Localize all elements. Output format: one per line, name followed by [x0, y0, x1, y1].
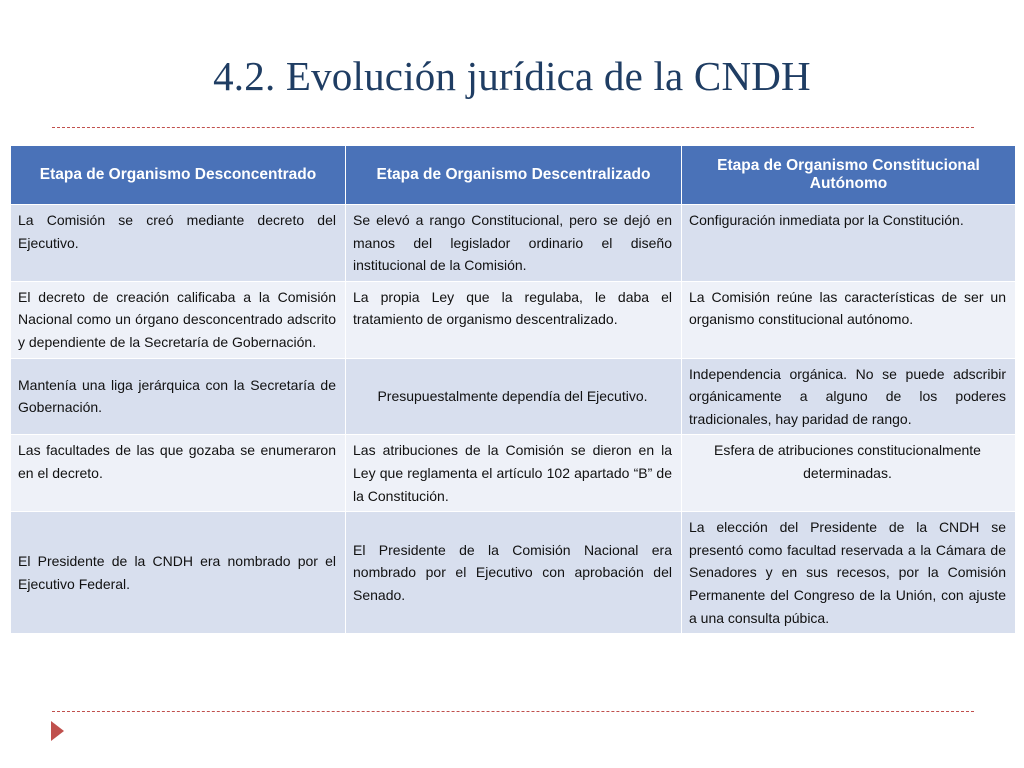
table-row — [11, 358, 1016, 435]
table-row — [11, 512, 1016, 634]
table-cell: El decreto de creación calificaba a la Comisión Nacional como un órgano desconcentrado adscrito y dependiente de la Secretaría de Gobernación. — [11, 281, 346, 358]
table-cell: Las facultades de las que gozaba se enumeraron en el decreto. — [11, 435, 346, 512]
comparison-table — [10, 145, 1016, 634]
table-cell: Independencia orgánica. No se puede adscribir orgánicamente a alguno de los poderes tradicionales, hay paridad de rango. — [682, 358, 1016, 435]
slide-title: 4.2. Evolución jurídica de la CNDH — [213, 53, 811, 99]
table-cell: Se elevó a rango Constitucional, pero se dejó en manos del legislador ordinario el diseño institucional de la Comisión. — [346, 205, 682, 282]
table-row — [11, 205, 1016, 282]
table-header-row — [11, 146, 1016, 205]
table-row — [11, 435, 1016, 512]
table-cell: La Comisión reúne las características de ser un organismo constitucional autónomo. — [682, 281, 1016, 358]
table-row — [11, 281, 1016, 358]
play-arrow-icon — [51, 721, 64, 741]
table-cell: Las atribuciones de la Comisión se dieron en la Ley que reglamenta el artículo 102 apartado “B” de la Constitución. — [346, 435, 682, 512]
table-cell: Esfera de atribuciones constitucionalmente determinadas. — [682, 435, 1016, 512]
table-cell: El Presidente de la Comisión Nacional era nombrado por el Ejecutivo con aprobación del Senado. — [346, 512, 682, 634]
header-cell-descentralizado: Etapa de Organismo Descentralizado — [346, 146, 682, 205]
table-cell: El Presidente de la CNDH era nombrado por el Ejecutivo Federal. — [11, 512, 346, 634]
top-divider — [52, 127, 974, 128]
table-cell: Configuración inmediata por la Constitución. — [682, 205, 1016, 282]
header-cell-desconcentrado: Etapa de Organismo Desconcentrado — [11, 146, 346, 205]
table-cell: La Comisión se creó mediante decreto del Ejecutivo. — [11, 205, 346, 282]
table-cell: Presupuestalmente dependía del Ejecutivo. — [346, 358, 682, 435]
header-cell-autonomo: Etapa de Organismo Constitucional Autónomo — [682, 146, 1016, 205]
table-cell: La elección del Presidente de la CNDH se presentó como facultad reservada a la Cámara de Senadores y en sus recesos, por la Comisión Permanente del Congreso de la Unión, con ajuste a una consulta púbica. — [682, 512, 1016, 634]
table-cell: La propia Ley que la regulaba, le daba el tratamiento de organismo descentralizado. — [346, 281, 682, 358]
bottom-divider — [52, 711, 974, 712]
table-cell: Mantenía una liga jerárquica con la Secretaría de Gobernación. — [11, 358, 346, 435]
